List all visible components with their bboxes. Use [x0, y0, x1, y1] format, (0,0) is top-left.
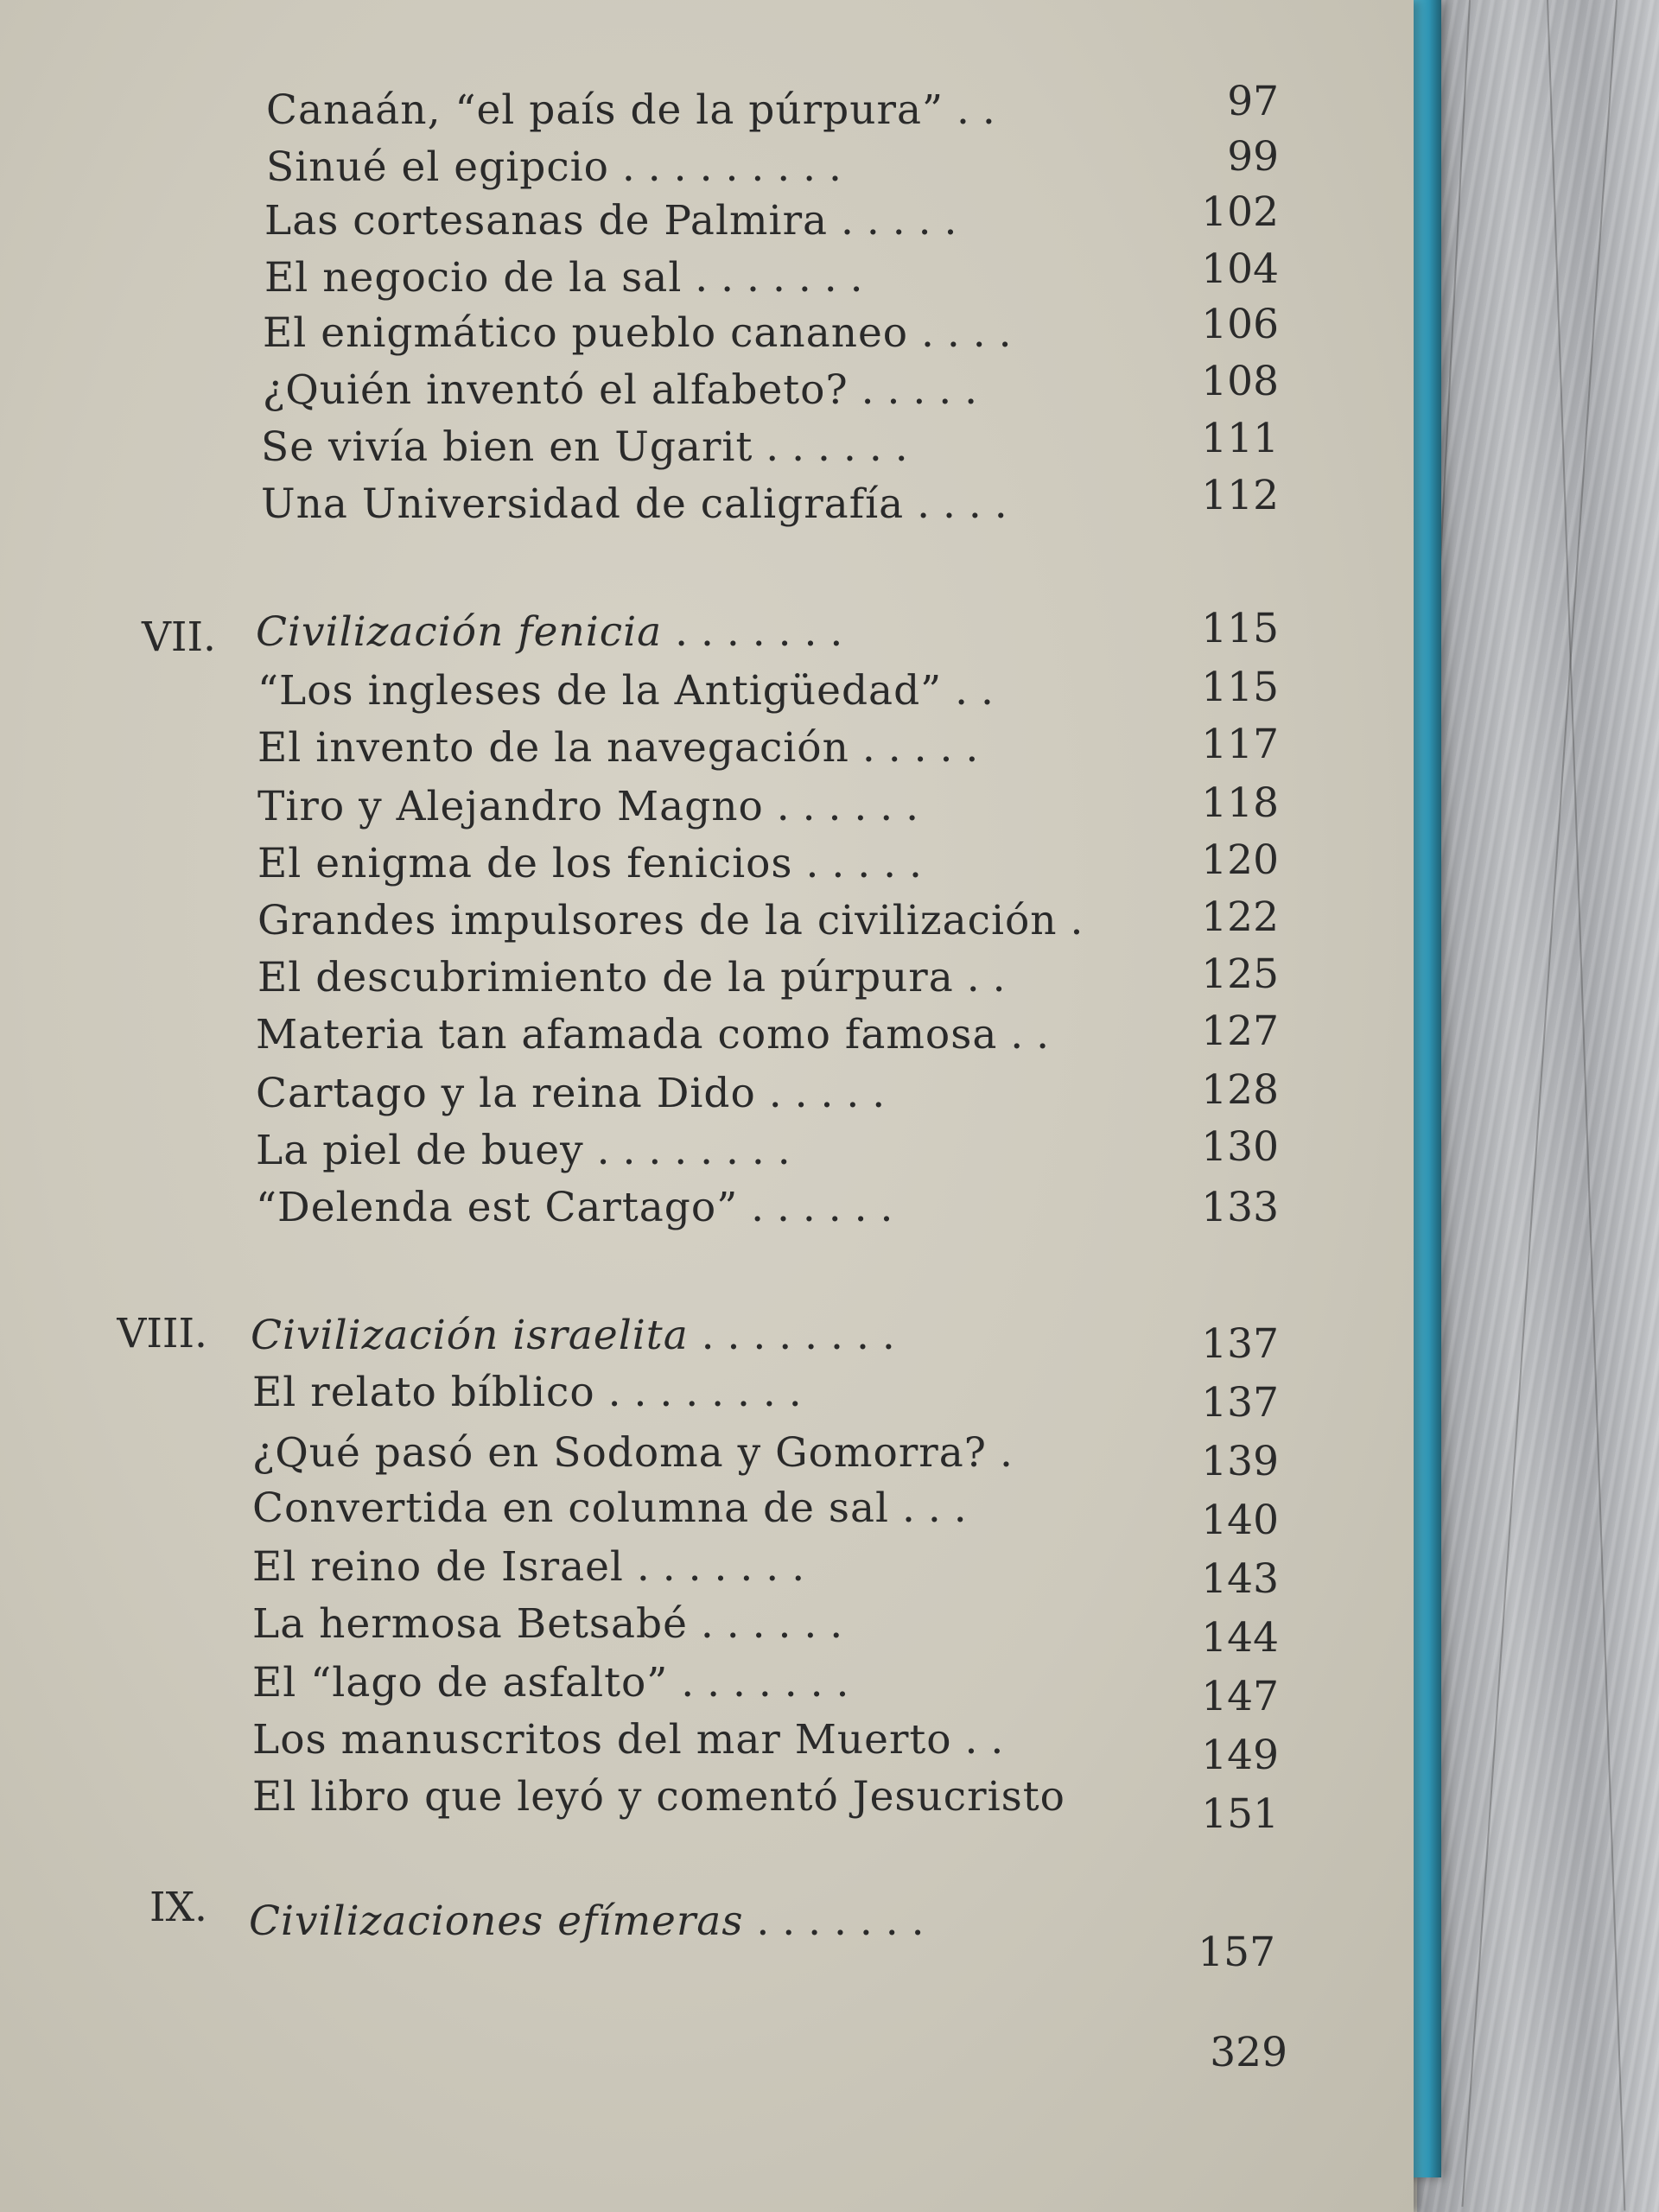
toc-entry: El enigma de los fenicios . . . . . — [257, 840, 922, 887]
toc-entry: Materia tan afamada como famosa . . — [256, 1011, 1050, 1058]
toc-entry-title: Sinué el egipcio — [266, 143, 609, 191]
chapter-numeral: IX. — [149, 1884, 207, 1931]
toc-entry-title: El reino de Israel — [252, 1543, 624, 1591]
toc-entry-title: “Los ingleses de la Antigüedad” — [257, 667, 943, 715]
toc-entry-title: Convertida en columna de sal — [252, 1484, 890, 1532]
toc-entry-page: 151 — [1201, 1790, 1279, 1838]
chapter-title: Civilización israelita — [251, 1312, 689, 1359]
toc-entry: Convertida en columna de sal . . . — [252, 1484, 967, 1532]
chapter-heading: Civilización israelita . . . . . . . . — [251, 1312, 895, 1359]
toc-entry: “Los ingleses de la Antigüedad” . . — [257, 667, 994, 715]
chapter-title: Civilizaciones efímeras — [249, 1897, 744, 1945]
toc-entry: El descubrimiento de la púrpura . . — [257, 954, 1006, 1001]
toc-entry-title: Las cortesanas de Palmira — [264, 197, 829, 245]
toc-entry-page: 127 — [1201, 1007, 1279, 1055]
toc-entry-page: 118 — [1201, 779, 1279, 827]
toc-entry-page: 130 — [1201, 1123, 1279, 1171]
page-number: 329 — [1210, 2029, 1287, 2076]
chapter-page: 137 — [1201, 1320, 1279, 1368]
wooden-table-background — [1417, 0, 1659, 2212]
toc-entry: Las cortesanas de Palmira . . . . . — [264, 197, 957, 245]
toc-entry-page: 120 — [1201, 836, 1279, 884]
toc-entry-title: ¿Qué pasó en Sodoma y Gomorra? — [252, 1429, 987, 1477]
toc-entry-page: 144 — [1201, 1614, 1279, 1662]
toc-entry-page: 117 — [1201, 721, 1279, 768]
toc-entry-title: El relato bíblico — [252, 1369, 595, 1416]
toc-entry: Grandes impulsores de la civilización . — [257, 897, 1084, 944]
toc-entry-page: 99 — [1227, 133, 1279, 181]
toc-entry-page: 133 — [1201, 1184, 1279, 1231]
chapter-page: 115 — [1201, 605, 1279, 652]
wood-grain-line — [1461, 0, 1618, 2207]
chapter-title: Civilización fenicia — [256, 608, 663, 656]
toc-entry-page: 143 — [1201, 1555, 1279, 1603]
toc-entry: Cartago y la reina Dido . . . . . — [256, 1070, 886, 1117]
toc-entry: La hermosa Betsabé . . . . . . — [252, 1600, 843, 1648]
toc-entry-page: 139 — [1201, 1438, 1279, 1485]
toc-entry-title: El libro que leyó y comentó Jesucristo — [252, 1773, 1065, 1821]
toc-entry: El enigmático pueblo cananeo . . . . — [263, 309, 1012, 357]
toc-entry: La piel de buey . . . . . . . . — [256, 1127, 791, 1174]
toc-entry-page: 104 — [1201, 245, 1279, 293]
toc-entry-page: 125 — [1201, 950, 1279, 998]
toc-entry: El relato bíblico . . . . . . . . — [252, 1369, 802, 1416]
chapter-heading: Civilizaciones efímeras . . . . . . . — [249, 1897, 925, 1945]
toc-entry-page: 122 — [1201, 893, 1279, 941]
toc-entry: Una Universidad de caligrafía . . . . — [261, 480, 1007, 528]
toc-entry-title: Canaán, “el país de la púrpura” — [266, 86, 944, 134]
toc-entry-title: El enigmático pueblo cananeo — [263, 309, 909, 357]
toc-entry-title: Cartago y la reina Dido — [256, 1070, 756, 1117]
toc-entry-page: 115 — [1201, 664, 1279, 711]
toc-entry-title: La hermosa Betsabé — [252, 1600, 688, 1648]
toc-entry: ¿Quién inventó el alfabeto? . . . . . — [263, 366, 978, 414]
toc-entry-page: 128 — [1201, 1066, 1279, 1114]
chapter-numeral: VII. — [141, 613, 216, 661]
toc-entry-title: Materia tan afamada como famosa — [256, 1011, 998, 1058]
toc-entry-title: Tiro y Alejandro Magno — [257, 783, 764, 830]
toc-entry-title: Una Universidad de caligrafía — [261, 480, 905, 528]
toc-entry-page: 102 — [1201, 188, 1279, 236]
toc-entry: El invento de la navegación . . . . . — [257, 724, 979, 772]
toc-entry-page: 106 — [1201, 301, 1279, 348]
toc-entry: El “lago de asfalto” . . . . . . . — [252, 1659, 849, 1707]
toc-entry-page: 147 — [1201, 1673, 1279, 1720]
toc-entry: “Delenda est Cartago” . . . . . . — [256, 1184, 893, 1231]
toc-entry: ¿Qué pasó en Sodoma y Gomorra? . — [252, 1429, 1013, 1477]
toc-entry-page: 140 — [1201, 1497, 1279, 1544]
toc-entry-title: El descubrimiento de la púrpura — [257, 954, 954, 1001]
toc-entry-page: 149 — [1201, 1732, 1279, 1779]
toc-entry-title: La piel de buey — [256, 1127, 584, 1174]
toc-entry-title: Los manuscritos del mar Muerto — [252, 1716, 952, 1764]
toc-entry — [252, 1773, 1065, 1827]
toc-entry: El reino de Israel . . . . . . . — [252, 1543, 805, 1591]
chapter-page: 157 — [1198, 1929, 1275, 1976]
toc-entry-title: “Delenda est Cartago” — [256, 1184, 739, 1231]
toc-entry-title: ¿Quién inventó el alfabeto? — [263, 366, 849, 414]
toc-entry: Canaán, “el país de la púrpura” . . — [266, 86, 995, 134]
toc-entry-title: Se vivía bien en Ugarit — [261, 423, 753, 471]
chapter-numeral: VIII. — [117, 1310, 207, 1357]
toc-entry-page: 137 — [1201, 1379, 1279, 1427]
chapter-heading: Civilización fenicia . . . . . . . — [256, 608, 843, 656]
toc-entry-title: Grandes impulsores de la civilización — [257, 897, 1058, 944]
wood-grain-line — [1547, 0, 1625, 2210]
toc-entry-page: 108 — [1201, 358, 1279, 405]
toc-entry: Tiro y Alejandro Magno . . . . . . — [257, 783, 919, 830]
toc-entry: Se vivía bien en Ugarit . . . . . . — [261, 423, 908, 471]
toc-entry-title: El “lago de asfalto” — [252, 1659, 669, 1707]
toc-entry-page: 111 — [1201, 415, 1279, 462]
toc-entry: Sinué el egipcio . . . . . . . . . — [266, 143, 842, 191]
toc-entry: El negocio de la sal . . . . . . . — [264, 254, 863, 302]
toc-entry-title: El enigma de los fenicios — [257, 840, 793, 887]
toc-entry-title: El negocio de la sal — [264, 254, 683, 302]
toc-entry: Los manuscritos del mar Muerto . . — [252, 1716, 1004, 1764]
toc-entry-title: El invento de la navegación — [257, 724, 849, 772]
toc-entry-page: 112 — [1201, 472, 1279, 519]
toc-entry-page: 97 — [1227, 78, 1279, 125]
